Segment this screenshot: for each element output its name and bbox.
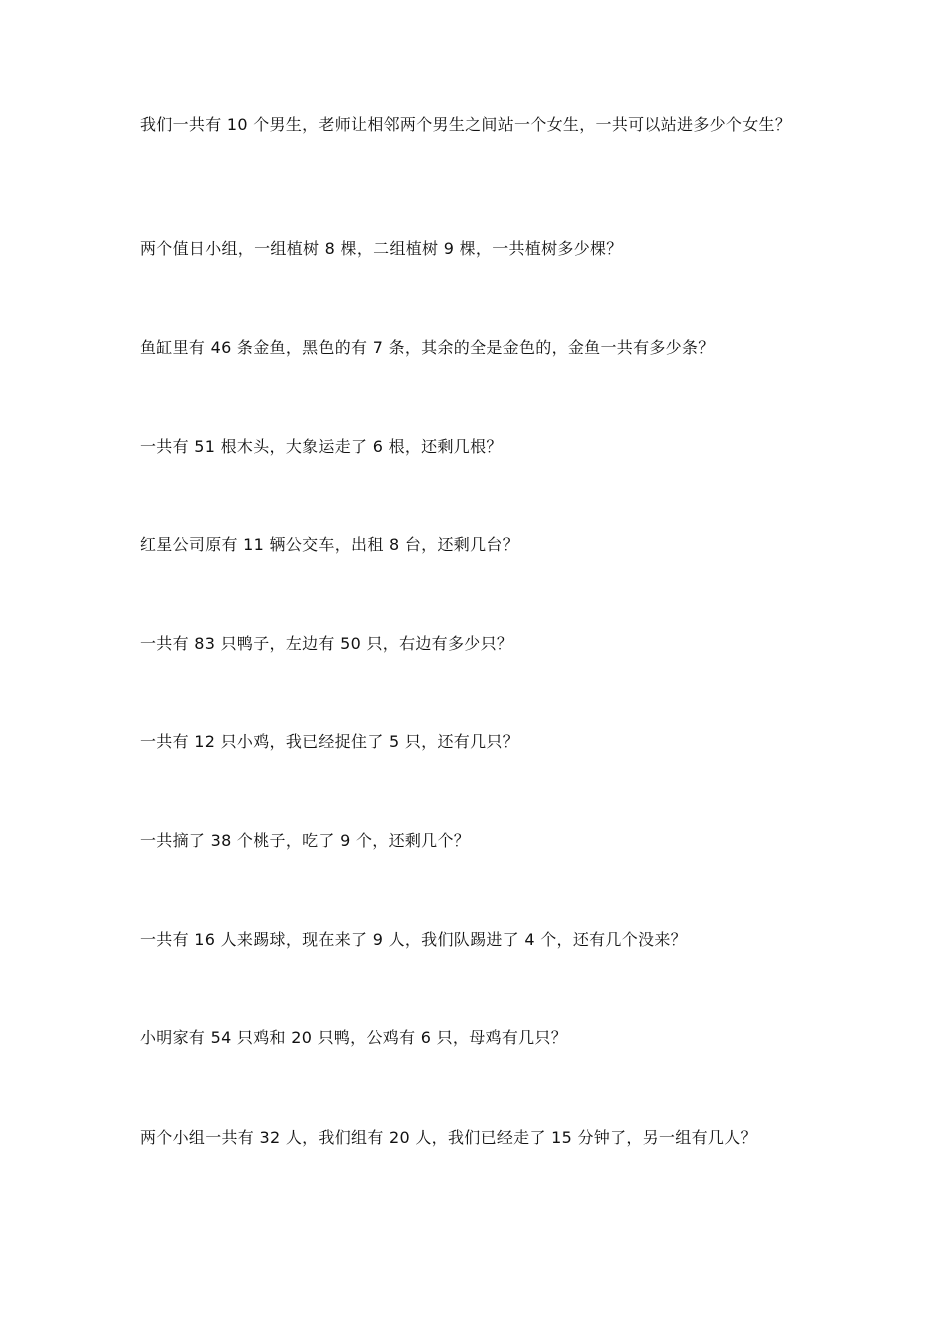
question-7: 一共有 12 只小鸡，我已经捉住了 5 只，还有几只？ — [140, 732, 519, 751]
question-3: 鱼缸里有 46 条金鱼，黑色的有 7 条，其余的全是金色的，金鱼一共有多少条？ — [140, 338, 715, 357]
question-8: 一共摘了 38 个桃子，吃了 9 个，还剩几个？ — [140, 831, 471, 850]
question-9: 一共有 16 人来踢球，现在来了 9 人，我们队踢进了 4 个，还有几个没来？ — [140, 930, 687, 949]
question-1: 我们一共有 10 个男生，老师让相邻两个男生之间站一个女生，一共可以站进多少个女生？ — [140, 115, 792, 134]
question-5: 红星公司原有 11 辆公交车，出租 8 台，还剩几台？ — [140, 535, 519, 554]
question-6: 一共有 83 只鸭子，左边有 50 只，右边有多少只？ — [140, 634, 514, 653]
question-2: 两个值日小组，一组植树 8 棵，二组植树 9 棵，一共植树多少棵？ — [140, 239, 623, 258]
question-10: 小明家有 54 只鸡和 20 只鸭，公鸡有 6 只，母鸡有几只？ — [140, 1028, 568, 1047]
question-11: 两个小组一共有 32 人，我们组有 20 人，我们已经走了 15 分钟了，另一组有几人？ — [140, 1128, 757, 1147]
question-4: 一共有 51 根木头，大象运走了 6 根，还剩几根？ — [140, 437, 503, 456]
